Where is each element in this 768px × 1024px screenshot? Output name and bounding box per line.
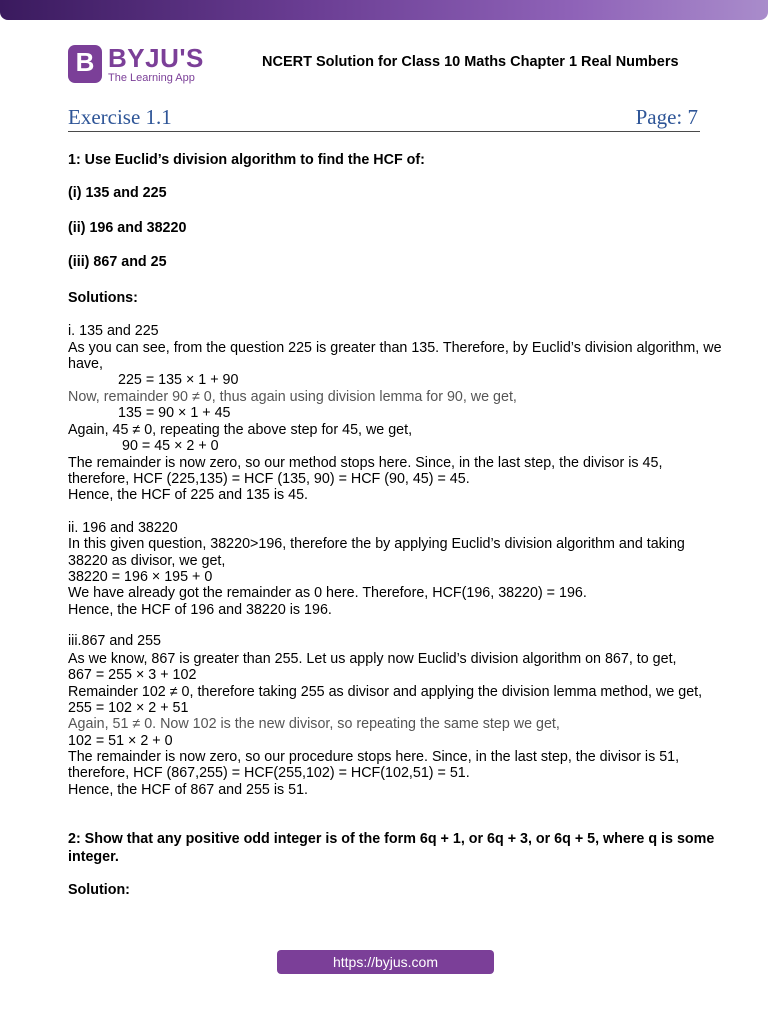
solution-2-text: 38220 as divisor, we get, xyxy=(68,553,226,569)
solution-3-equation: 255 = 102 × 2 + 51 xyxy=(68,700,189,716)
solution-2-heading: ii. 196 and 38220 xyxy=(68,520,178,536)
heading-underline xyxy=(68,131,700,132)
page-number: Page: 7 xyxy=(635,105,698,129)
solution-3-equation: 102 = 51 × 2 + 0 xyxy=(68,733,173,749)
solution-3-text: therefore, HCF (867,255) = HCF(255,102) = HCF(102,51) = 51. xyxy=(68,765,470,781)
footer-url-link[interactable]: https://byjus.com xyxy=(277,950,494,974)
solution-3-conclusion: Hence, the HCF of 867 and 255 is 51. xyxy=(68,782,309,798)
question-1-part-i: (i) 135 and 225 xyxy=(68,185,167,201)
solution-1-text: As you can see, from the question 225 is greater than 135. Therefore, by Euclid’s division algorithm, we xyxy=(68,340,722,356)
solution-1-equation: 135 = 90 × 1 + 45 xyxy=(118,405,231,421)
logo-letter: B xyxy=(75,47,95,77)
solution-heading: Solution: xyxy=(68,882,130,898)
solution-1-text: Again, 45 ≠ 0, repeating the above step for 45, we get, xyxy=(68,422,413,438)
solution-1-text: The remainder is now zero, so our method stops here. Since, in the last step, the divisor is 45, xyxy=(68,455,663,471)
question-2: 2: Show that any positive odd integer is of the form 6q + 1, or 6q + 3, or 6q + 5, where q is some xyxy=(68,831,715,847)
byjus-logo xyxy=(68,45,208,87)
logo-name: BYJU'S xyxy=(108,43,204,73)
solution-3-text: Remainder 102 ≠ 0, therefore taking 255 as divisor and applying the division lemma method, we get, xyxy=(68,684,703,700)
solution-2-text: In this given question, 38220>196, therefore the by applying Euclid’s division algorithm and taking xyxy=(68,536,685,552)
exercise-label: Exercise 1.1 xyxy=(68,105,172,129)
solution-2-text: We have already got the remainder as 0 here. Therefore, HCF(196, 38220) = 196. xyxy=(68,585,587,601)
question-1-part-ii: (ii) 196 and 38220 xyxy=(68,220,187,236)
question-1: 1: Use Euclid’s division algorithm to find the HCF of: xyxy=(68,152,425,168)
document-title: NCERT Solution for Class 10 Maths Chapter 1 Real Numbers xyxy=(262,54,679,70)
solution-1-text: Now, remainder 90 ≠ 0, thus again using division lemma for 90, we get, xyxy=(68,389,517,405)
solution-1-text: therefore, HCF (225,135) = HCF (135, 90) = HCF (90, 45) = 45. xyxy=(68,471,470,487)
solution-3-equation: 867 = 255 × 3 + 102 xyxy=(68,667,197,683)
top-banner xyxy=(0,0,768,20)
question-2-continued: integer. xyxy=(68,849,119,865)
solution-1-equation: 225 = 135 × 1 + 90 xyxy=(118,372,239,388)
question-1-part-iii: (iii) 867 and 25 xyxy=(68,254,167,270)
solution-3-heading: iii.867 and 255 xyxy=(68,633,162,649)
solution-3-text: As we know, 867 is greater than 255. Let us apply now Euclid’s division algorithm on 867, to get, xyxy=(68,651,677,667)
solution-1-heading: i. 135 and 225 xyxy=(68,323,159,339)
solution-1-text: have, xyxy=(68,356,103,372)
logo-badge xyxy=(68,45,102,83)
solution-2-conclusion: Hence, the HCF of 196 and 38220 is 196. xyxy=(68,602,332,618)
solution-1-equation: 90 = 45 × 2 + 0 xyxy=(122,438,219,454)
solution-3-text: Again, 51 ≠ 0. Now 102 is the new divisor, so repeating the same step we get, xyxy=(68,716,560,732)
logo-tagline: The Learning App xyxy=(108,72,195,84)
solution-1-conclusion: Hence, the HCF of 225 and 135 is 45. xyxy=(68,487,309,503)
solution-3-text: The remainder is now zero, so our procedure stops here. Since, in the last step, the divisor is 51, xyxy=(68,749,680,765)
solution-2-equation: 38220 = 196 × 195 + 0 xyxy=(68,569,213,585)
solutions-heading: Solutions: xyxy=(68,290,138,306)
